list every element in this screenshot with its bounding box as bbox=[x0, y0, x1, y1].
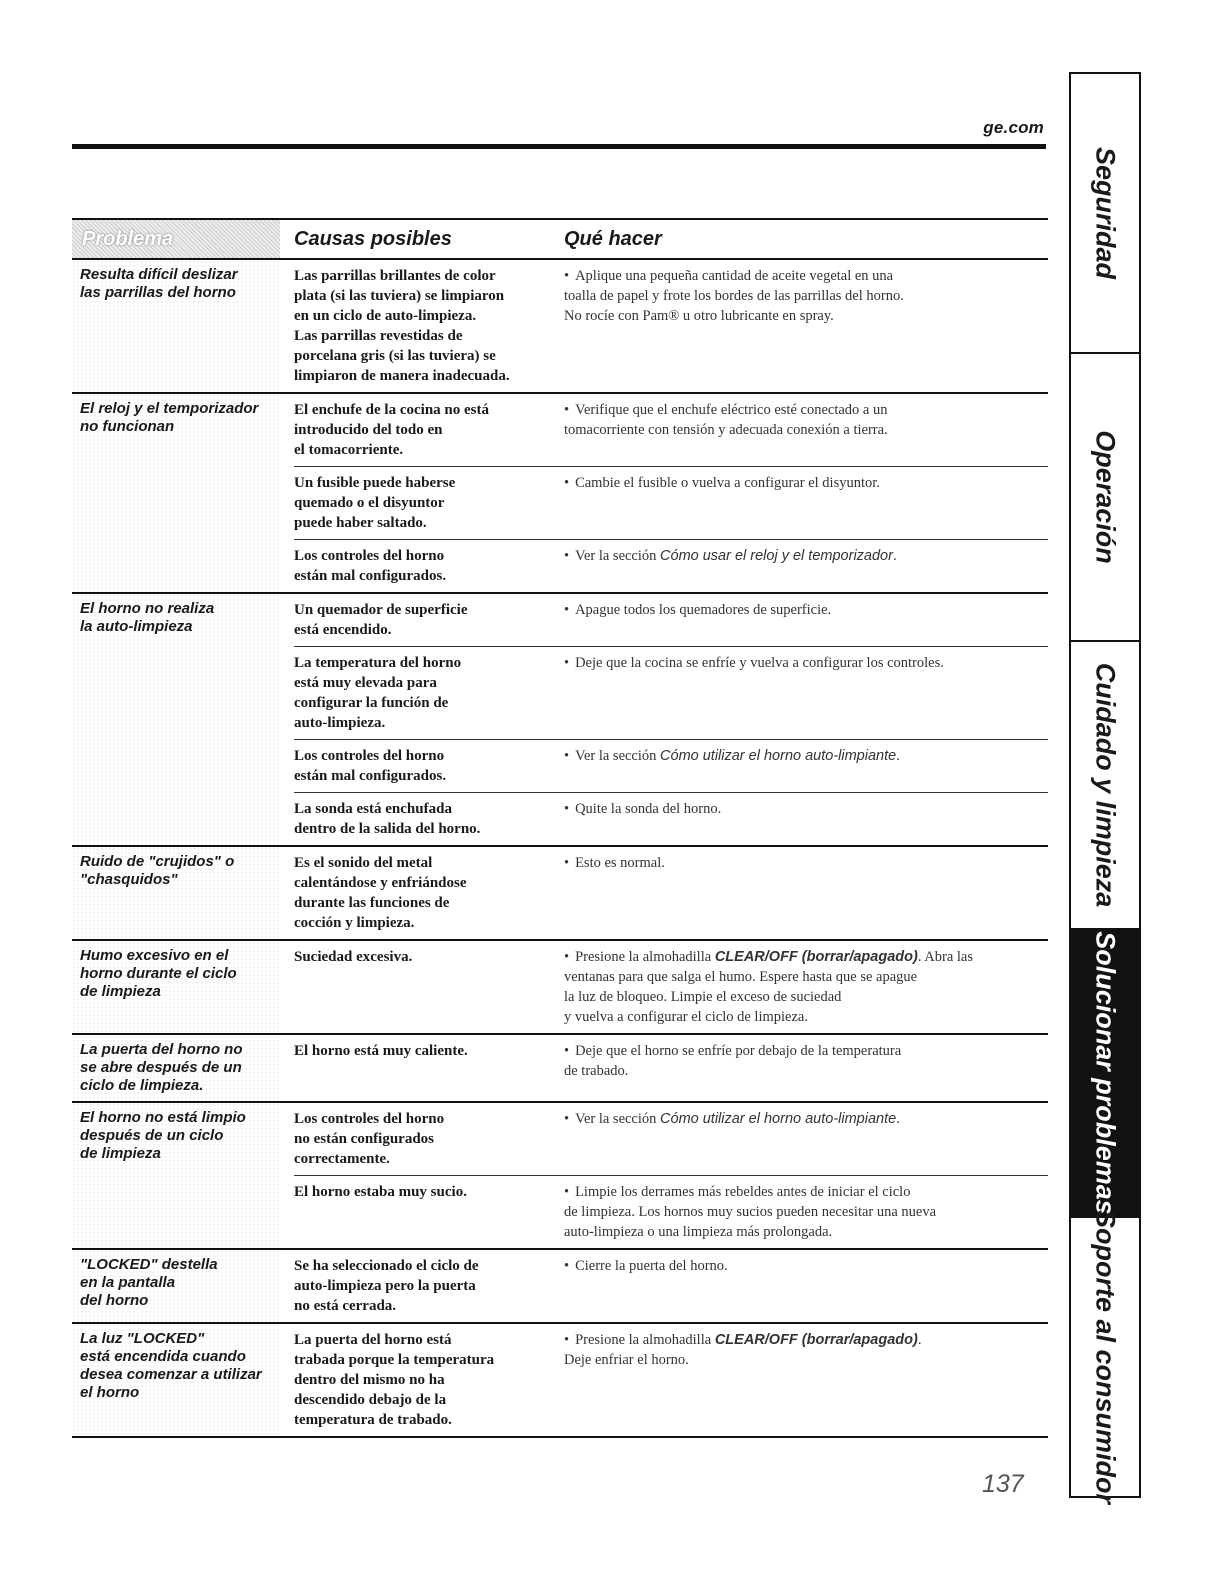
problem-name-text: La luz "LOCKED" está encendida cuando desea comenzar a utilizar el horno bbox=[80, 1330, 262, 1401]
possible-cause: Los controles del horno están mal configurados. bbox=[294, 548, 447, 584]
tab-label: Soporte al consumidor bbox=[1090, 1209, 1121, 1505]
bullet-icon: • bbox=[564, 855, 570, 871]
bullet-icon: • bbox=[564, 1184, 570, 1200]
site-url: ge.com bbox=[983, 118, 1044, 137]
tab-solucionar-problemas[interactable] bbox=[1071, 930, 1139, 1218]
header-causes: Causas posibles bbox=[294, 228, 452, 250]
possible-cause: Un quemador de superficie está encendido. bbox=[294, 602, 468, 638]
bullet-icon: • bbox=[564, 475, 570, 491]
instruction-text: Presione la almohadilla bbox=[575, 1332, 715, 1348]
bullet-icon: • bbox=[564, 748, 570, 764]
instruction-text: . bbox=[896, 1111, 900, 1127]
problem-name bbox=[72, 847, 280, 939]
what-to-do bbox=[564, 594, 1048, 646]
instruction-text: . Abra las ventanas para que salga el humo. Espere hasta que se apague la luz de bloqueo. Limpie el exceso de suciedad y vuelva a configurar el ciclo de limpieza. bbox=[564, 949, 973, 1025]
cause-row bbox=[294, 739, 1048, 792]
instruction-text: . Deje enfriar el horno. bbox=[564, 1332, 922, 1368]
possible-cause: Los controles del horno no están configurados correctamente. bbox=[294, 1111, 445, 1167]
possible-cause: Los controles del horno están mal configurados. bbox=[294, 748, 447, 784]
problem-row bbox=[72, 847, 1048, 941]
problem-name-text: El horno no realiza la auto-limpieza bbox=[80, 600, 215, 635]
instruction-text: Limpie los derrames más rebeldes antes de iniciar el ciclo de limpieza. Los hornos muy sucios pueden necesitar una nueva auto-limpieza o una limpieza más prolongada. bbox=[564, 1184, 937, 1240]
instruction-text: Verifique que el enchufe eléctrico esté conectado a un tomacorriente con tensión y adecuada conexión a tierra. bbox=[564, 402, 888, 438]
tab-label: Solucionar problemas bbox=[1090, 931, 1121, 1215]
bullet-icon: • bbox=[564, 1332, 570, 1348]
cause-list bbox=[294, 1250, 1048, 1322]
what-to-do bbox=[564, 941, 1048, 1033]
what-to-do bbox=[564, 260, 1048, 392]
cause-list bbox=[294, 941, 1048, 1033]
problem-name-text: El reloj y el temporizador no funcionan bbox=[80, 400, 259, 435]
section-reference: Cómo utilizar el horno auto-limpiante bbox=[660, 748, 897, 764]
cause-row bbox=[294, 539, 1048, 592]
cause-row bbox=[294, 1250, 1048, 1322]
problem-name-text: "LOCKED" destella en la pantalla del horno bbox=[80, 1256, 218, 1309]
cause-row bbox=[294, 1103, 1048, 1175]
problem-name-text: Ruido de "crujidos" o "chasquidos" bbox=[80, 853, 235, 888]
what-to-do bbox=[564, 540, 1048, 592]
cause-row bbox=[294, 1035, 1048, 1087]
bullet-icon: • bbox=[564, 402, 570, 418]
bullet-icon: • bbox=[564, 268, 570, 284]
what-to-do bbox=[564, 1324, 1048, 1436]
problem-row bbox=[72, 594, 1048, 847]
cause-row bbox=[294, 260, 1048, 392]
tab-label: Operación bbox=[1090, 430, 1121, 564]
section-reference: Cómo utilizar el horno auto-limpiante bbox=[660, 1111, 897, 1127]
possible-cause: La temperatura del horno está muy elevada para configurar la función de auto-limpieza. bbox=[294, 655, 462, 731]
what-to-do bbox=[564, 1103, 1048, 1175]
problem-name bbox=[72, 941, 280, 1033]
what-to-do bbox=[564, 740, 1048, 792]
problem-row bbox=[72, 1250, 1048, 1324]
section-tabs bbox=[1069, 72, 1141, 1505]
what-to-do bbox=[564, 394, 1048, 466]
cause-row bbox=[294, 847, 1048, 939]
problem-name bbox=[72, 594, 280, 845]
instruction-text: Ver la sección bbox=[575, 1111, 661, 1127]
problem-row bbox=[72, 1324, 1048, 1438]
cause-row bbox=[294, 646, 1048, 739]
cause-list bbox=[294, 260, 1048, 392]
instruction-text: Cierre la puerta del horno. bbox=[575, 1258, 728, 1274]
bullet-icon: • bbox=[564, 548, 570, 564]
cause-row bbox=[294, 594, 1048, 646]
possible-cause: Es el sonido del metal calentándose y enfriándose durante las funciones de cocción y limpieza. bbox=[294, 855, 467, 931]
what-to-do bbox=[564, 1176, 1048, 1248]
keypad-label: CLEAR/OFF (borrar/apagado) bbox=[714, 949, 918, 965]
instruction-text: Deje que el horno se enfríe por debajo de la temperatura de trabado. bbox=[564, 1043, 902, 1079]
possible-cause: El horno está muy caliente. bbox=[294, 1043, 468, 1059]
problem-name-text: La puerta del horno no se abre después de un ciclo de limpieza. bbox=[80, 1041, 243, 1094]
instruction-text: Quite la sonda del horno. bbox=[575, 801, 722, 817]
header-problem: Problema bbox=[72, 220, 280, 258]
header-what-to-do: Qué hacer bbox=[564, 228, 662, 250]
cause-list bbox=[294, 1324, 1048, 1436]
possible-cause: Un fusible puede haberse quemado o el disyuntor puede haber saltado. bbox=[294, 475, 456, 531]
what-to-do bbox=[564, 1035, 1048, 1087]
cause-row bbox=[294, 1324, 1048, 1436]
possible-cause: El enchufe de la cocina no está introducido del todo en el tomacorriente. bbox=[294, 402, 489, 458]
instruction-text: Ver la sección bbox=[575, 748, 661, 764]
what-to-do bbox=[564, 1250, 1048, 1322]
instruction-text: Ver la sección bbox=[575, 548, 661, 564]
tab-cuidado-y-limpieza[interactable] bbox=[1071, 642, 1139, 930]
cause-row bbox=[294, 1175, 1048, 1248]
cause-row bbox=[294, 792, 1048, 845]
instruction-text: . bbox=[892, 548, 897, 564]
bullet-icon: • bbox=[564, 801, 570, 817]
page-number: 137 bbox=[982, 1470, 1024, 1498]
problem-row bbox=[72, 260, 1048, 394]
problem-name-text: Humo excesivo en el horno durante el ciclo de limpieza bbox=[80, 947, 237, 1000]
problem-name-text: Resulta difícil deslizar las parrillas del horno bbox=[80, 266, 238, 301]
table-header bbox=[72, 218, 1048, 260]
problem-row bbox=[72, 1103, 1048, 1250]
tab-label: Cuidado y limpieza bbox=[1090, 662, 1121, 908]
cause-list bbox=[294, 1035, 1048, 1101]
cause-list bbox=[294, 594, 1048, 845]
what-to-do bbox=[564, 793, 1048, 845]
problem-row bbox=[72, 394, 1048, 594]
possible-cause: Se ha seleccionado el ciclo de auto-limpieza pero la puerta no está cerrada. bbox=[294, 1258, 479, 1314]
bullet-icon: • bbox=[564, 1111, 570, 1127]
bullet-icon: • bbox=[564, 949, 570, 965]
cause-row bbox=[294, 466, 1048, 539]
top-rule bbox=[72, 144, 1046, 149]
problem-name bbox=[72, 1103, 280, 1248]
problem-row bbox=[72, 1035, 1048, 1103]
bullet-icon: • bbox=[564, 655, 570, 671]
problem-name bbox=[72, 1250, 280, 1322]
instruction-text: Aplique una pequeña cantidad de aceite vegetal en una toalla de papel y frote los bordes de las parrillas del horno. No rocíe con Pam® u otro lubricante en spray. bbox=[564, 268, 904, 324]
section-reference: Cómo usar el reloj y el temporizador bbox=[660, 548, 893, 564]
what-to-do bbox=[564, 467, 1048, 539]
tab-soporte-al-consumidor[interactable] bbox=[1071, 1209, 1139, 1505]
possible-cause: La puerta del horno está trabada porque la temperatura dentro del mismo no ha descendido debajo de la temperatura de trabado. bbox=[294, 1332, 495, 1428]
problem-name bbox=[72, 1035, 280, 1101]
possible-cause: Suciedad excesiva. bbox=[294, 949, 413, 965]
cause-row bbox=[294, 394, 1048, 466]
instruction-text: Apague todos los quemadores de superficie. bbox=[575, 602, 832, 618]
what-to-do bbox=[564, 847, 1048, 939]
bullet-icon: • bbox=[564, 1258, 570, 1274]
cause-list bbox=[294, 847, 1048, 939]
problem-row bbox=[72, 941, 1048, 1035]
what-to-do bbox=[564, 647, 1048, 739]
problem-name bbox=[72, 1324, 280, 1436]
instruction-text: Esto es normal. bbox=[575, 855, 665, 871]
instruction-text: Deje que la cocina se enfríe y vuelva a configurar los controles. bbox=[575, 655, 944, 671]
problem-name bbox=[72, 260, 280, 392]
tab-label: Seguridad bbox=[1090, 146, 1121, 280]
tab-seguridad[interactable] bbox=[1071, 74, 1139, 354]
cause-list bbox=[294, 394, 1048, 592]
problem-list bbox=[72, 260, 1048, 1438]
possible-cause: La sonda está enchufada dentro de la salida del horno. bbox=[294, 801, 481, 837]
keypad-label: CLEAR/OFF (borrar/apagado) bbox=[714, 1332, 918, 1348]
cause-row bbox=[294, 941, 1048, 1033]
instruction-text: . bbox=[896, 748, 900, 764]
possible-cause: Las parrillas brillantes de color plata (si las tuviera) se limpiaron en un ciclo de auto-limpieza. Las parrillas revestidas de porcelana gris (si las tuviera) se limpiaron de manera inadecuada. bbox=[294, 268, 510, 384]
problem-name-text: El horno no está limpio después de un ciclo de limpieza bbox=[80, 1109, 246, 1162]
possible-cause: El horno estaba muy sucio. bbox=[294, 1184, 467, 1200]
problem-name bbox=[72, 394, 280, 592]
instruction-text: Cambie el fusible o vuelva a configurar el disyuntor. bbox=[575, 475, 880, 491]
tab-operación[interactable] bbox=[1071, 354, 1139, 642]
instruction-text: Presione la almohadilla bbox=[575, 949, 715, 965]
bullet-icon: • bbox=[564, 602, 570, 618]
cause-list bbox=[294, 1103, 1048, 1248]
bullet-icon: • bbox=[564, 1043, 570, 1059]
troubleshooting-table bbox=[72, 218, 1048, 1438]
